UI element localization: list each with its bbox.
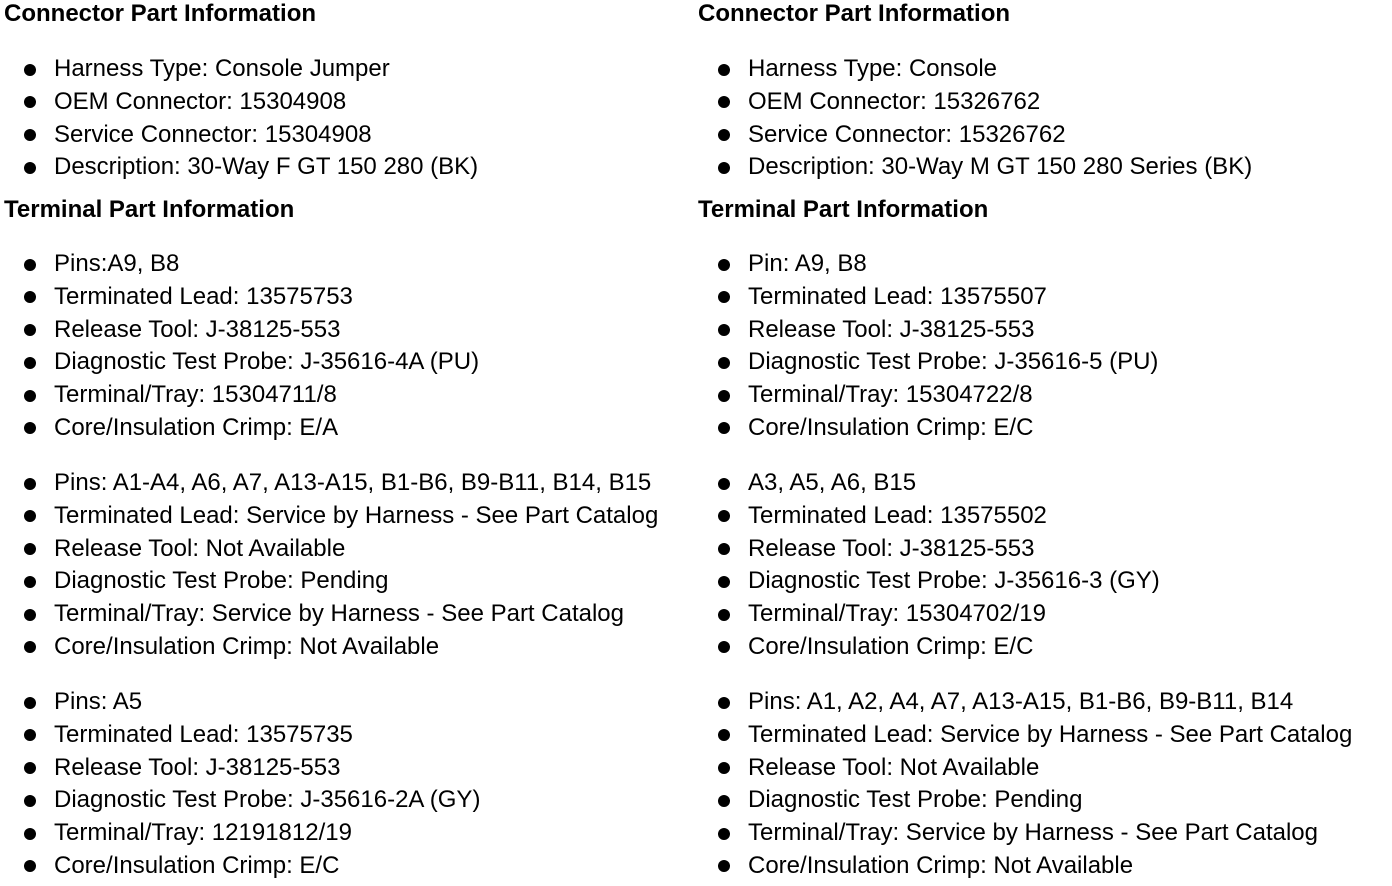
list-item	[4, 151, 478, 184]
list-item	[698, 412, 1158, 445]
list-item	[4, 719, 480, 752]
bullet-icon	[718, 96, 730, 108]
item-text: Pins: A5	[54, 688, 143, 715]
terminal-group-right-2	[698, 467, 1160, 664]
item-text: OEM Connector: 15326762	[748, 87, 1041, 115]
bullet-icon	[718, 641, 730, 653]
item-text: Terminal/Tray: Service by Harness - See Part Catalog	[54, 600, 624, 628]
item-text: Core/Insulation Crimp: Not Available	[54, 632, 440, 660]
item-text: Terminated Lead: 13575753	[54, 282, 353, 310]
item-text: Terminated Lead: 13575735	[54, 720, 353, 748]
bullet-icon	[24, 64, 36, 76]
bullet-icon	[24, 729, 36, 741]
bullet-icon	[24, 860, 36, 872]
terminal-group-left-1	[4, 248, 479, 445]
item-text: OEM Connector: 15304908	[54, 87, 347, 115]
bullet-icon	[718, 609, 730, 621]
bullet-icon	[718, 129, 730, 141]
bullet-icon	[718, 576, 730, 588]
list-item	[4, 631, 658, 664]
bullet-icon	[718, 543, 730, 555]
item-text: Core/Insulation Crimp: E/C	[748, 632, 1034, 660]
item-text: Terminated Lead: 13575502	[748, 501, 1047, 529]
terminal-group-right-1	[698, 248, 1158, 445]
bullet-icon	[718, 860, 730, 872]
item-text: Core/Insulation Crimp: Not Available	[748, 851, 1134, 879]
bullet-icon	[718, 422, 730, 434]
item-text: Release Tool: J-38125-553	[748, 315, 1035, 343]
terminal-group-left-3	[4, 686, 480, 883]
list-item	[698, 379, 1158, 412]
item-text: Core/Insulation Crimp: E/C	[748, 413, 1034, 441]
bullet-icon	[718, 259, 730, 271]
item-text: Description: 30-Way M GT 150 280 Series (BK)	[748, 153, 1253, 181]
bullet-icon	[24, 697, 36, 709]
list-item	[698, 467, 1160, 500]
bullet-icon	[24, 510, 36, 522]
bullet-icon	[24, 129, 36, 141]
bullet-icon	[24, 478, 36, 490]
bullet-icon	[718, 828, 730, 840]
item-text: Diagnostic Test Probe: Pending	[54, 567, 389, 595]
list-item	[698, 850, 1352, 883]
bullet-icon	[718, 390, 730, 402]
list-item	[698, 631, 1160, 664]
list-item	[4, 281, 479, 314]
bullet-icon	[24, 543, 36, 555]
item-text: Service Connector: 15326762	[748, 120, 1066, 148]
bullet-icon	[718, 324, 730, 336]
item-text: Release Tool: J-38125-553	[54, 753, 341, 781]
terminal-group-right-3	[698, 686, 1352, 883]
item-text: Terminal/Tray: 15304711/8	[54, 381, 337, 409]
item-text: Description: 30-Way F GT 150 280 (BK)	[54, 153, 479, 181]
list-item	[698, 281, 1158, 314]
bullet-icon	[718, 762, 730, 774]
list-item	[4, 817, 480, 850]
list-item	[698, 314, 1158, 347]
item-text: Pins: A1, A2, A4, A7, A13-A15, B1-B6, B9-B11, B14	[748, 688, 1294, 715]
item-text: Terminated Lead: Service by Harness - See Part Catalog	[748, 720, 1353, 748]
item-text: Pins:A9, B8	[54, 250, 180, 277]
list-item	[698, 86, 1252, 119]
connector-heading-right: Connector Part Information	[698, 0, 1011, 27]
list-item	[698, 817, 1352, 850]
list-item	[4, 686, 480, 719]
item-text: Diagnostic Test Probe: J-35616-3 (GY)	[748, 567, 1160, 595]
item-text: Diagnostic Test Probe: J-35616-2A (GY)	[54, 786, 481, 814]
item-text: Diagnostic Test Probe: J-35616-5 (PU)	[748, 348, 1159, 376]
list-item	[698, 119, 1252, 152]
item-text: Harness Type: Console	[748, 55, 998, 82]
bullet-icon	[24, 828, 36, 840]
bullet-icon	[24, 390, 36, 402]
terminal-heading-right: Terminal Part Information	[698, 196, 989, 223]
item-text: A3, A5, A6, B15	[748, 469, 917, 496]
bullet-icon	[718, 162, 730, 174]
item-text: Service Connector: 15304908	[54, 120, 372, 148]
list-item	[4, 565, 658, 598]
item-text: Terminated Lead: 13575507	[748, 282, 1047, 310]
bullet-icon	[718, 357, 730, 369]
item-text: Terminal/Tray: 12191812/19	[54, 819, 352, 847]
item-text: Release Tool: J-38125-553	[748, 534, 1035, 562]
bullet-icon	[718, 729, 730, 741]
list-item	[698, 248, 1158, 281]
list-item	[4, 53, 478, 86]
bullet-icon	[24, 641, 36, 653]
item-text: Terminal/Tray: Service by Harness - See Part Catalog	[748, 819, 1318, 847]
bullet-icon	[24, 422, 36, 434]
list-item	[698, 500, 1160, 533]
item-text: Terminal/Tray: 15304702/19	[748, 600, 1046, 628]
list-item	[4, 533, 658, 566]
bullet-icon	[718, 795, 730, 807]
list-item	[4, 248, 479, 281]
bullet-icon	[24, 96, 36, 108]
connector-list-left	[4, 53, 478, 184]
list-item	[698, 565, 1160, 598]
list-item	[4, 314, 479, 347]
list-item	[4, 784, 480, 817]
item-text: Pins: A1-A4, A6, A7, A13-A15, B1-B6, B9-B11, B14, B15	[54, 469, 652, 496]
list-item	[4, 412, 479, 445]
connector-list-right	[698, 53, 1252, 184]
list-item	[4, 379, 479, 412]
bullet-icon	[24, 795, 36, 807]
list-item	[4, 86, 478, 119]
list-item	[4, 500, 658, 533]
list-item	[698, 752, 1352, 785]
item-text: Harness Type: Console Jumper	[54, 55, 390, 82]
item-text: Release Tool: Not Available	[54, 534, 346, 562]
list-item	[4, 752, 480, 785]
list-item	[698, 533, 1160, 566]
item-text: Terminated Lead: Service by Harness - See Part Catalog	[54, 501, 659, 529]
terminal-heading-left: Terminal Part Information	[4, 196, 295, 223]
item-text: Diagnostic Test Probe: J-35616-4A (PU)	[54, 348, 480, 376]
bullet-icon	[24, 291, 36, 303]
list-item	[698, 151, 1252, 184]
item-text: Core/Insulation Crimp: E/A	[54, 413, 339, 441]
bullet-icon	[718, 510, 730, 522]
item-text: Core/Insulation Crimp: E/C	[54, 851, 340, 879]
list-item	[4, 850, 480, 883]
bullet-icon	[24, 324, 36, 336]
bullet-icon	[24, 609, 36, 621]
list-item	[4, 598, 658, 631]
item-text: Pin: A9, B8	[748, 250, 867, 277]
bullet-icon	[24, 576, 36, 588]
item-text: Release Tool: J-38125-553	[54, 315, 341, 343]
terminal-group-left-2	[4, 467, 658, 664]
list-item	[698, 53, 1252, 86]
list-item	[4, 119, 478, 152]
list-item	[4, 346, 479, 379]
connector-heading-left: Connector Part Information	[4, 0, 317, 27]
list-item	[698, 346, 1158, 379]
list-item	[698, 784, 1352, 817]
bullet-icon	[718, 478, 730, 490]
list-item	[698, 719, 1352, 752]
item-text: Release Tool: Not Available	[748, 753, 1040, 781]
bullet-icon	[718, 64, 730, 76]
list-item	[698, 686, 1352, 719]
bullet-icon	[718, 697, 730, 709]
bullet-icon	[718, 291, 730, 303]
bullet-icon	[24, 259, 36, 271]
bullet-icon	[24, 357, 36, 369]
list-item	[4, 467, 658, 500]
bullet-icon	[24, 162, 36, 174]
item-text: Terminal/Tray: 15304722/8	[748, 381, 1033, 409]
bullet-icon	[24, 762, 36, 774]
item-text: Diagnostic Test Probe: Pending	[748, 786, 1083, 814]
list-item	[698, 598, 1160, 631]
